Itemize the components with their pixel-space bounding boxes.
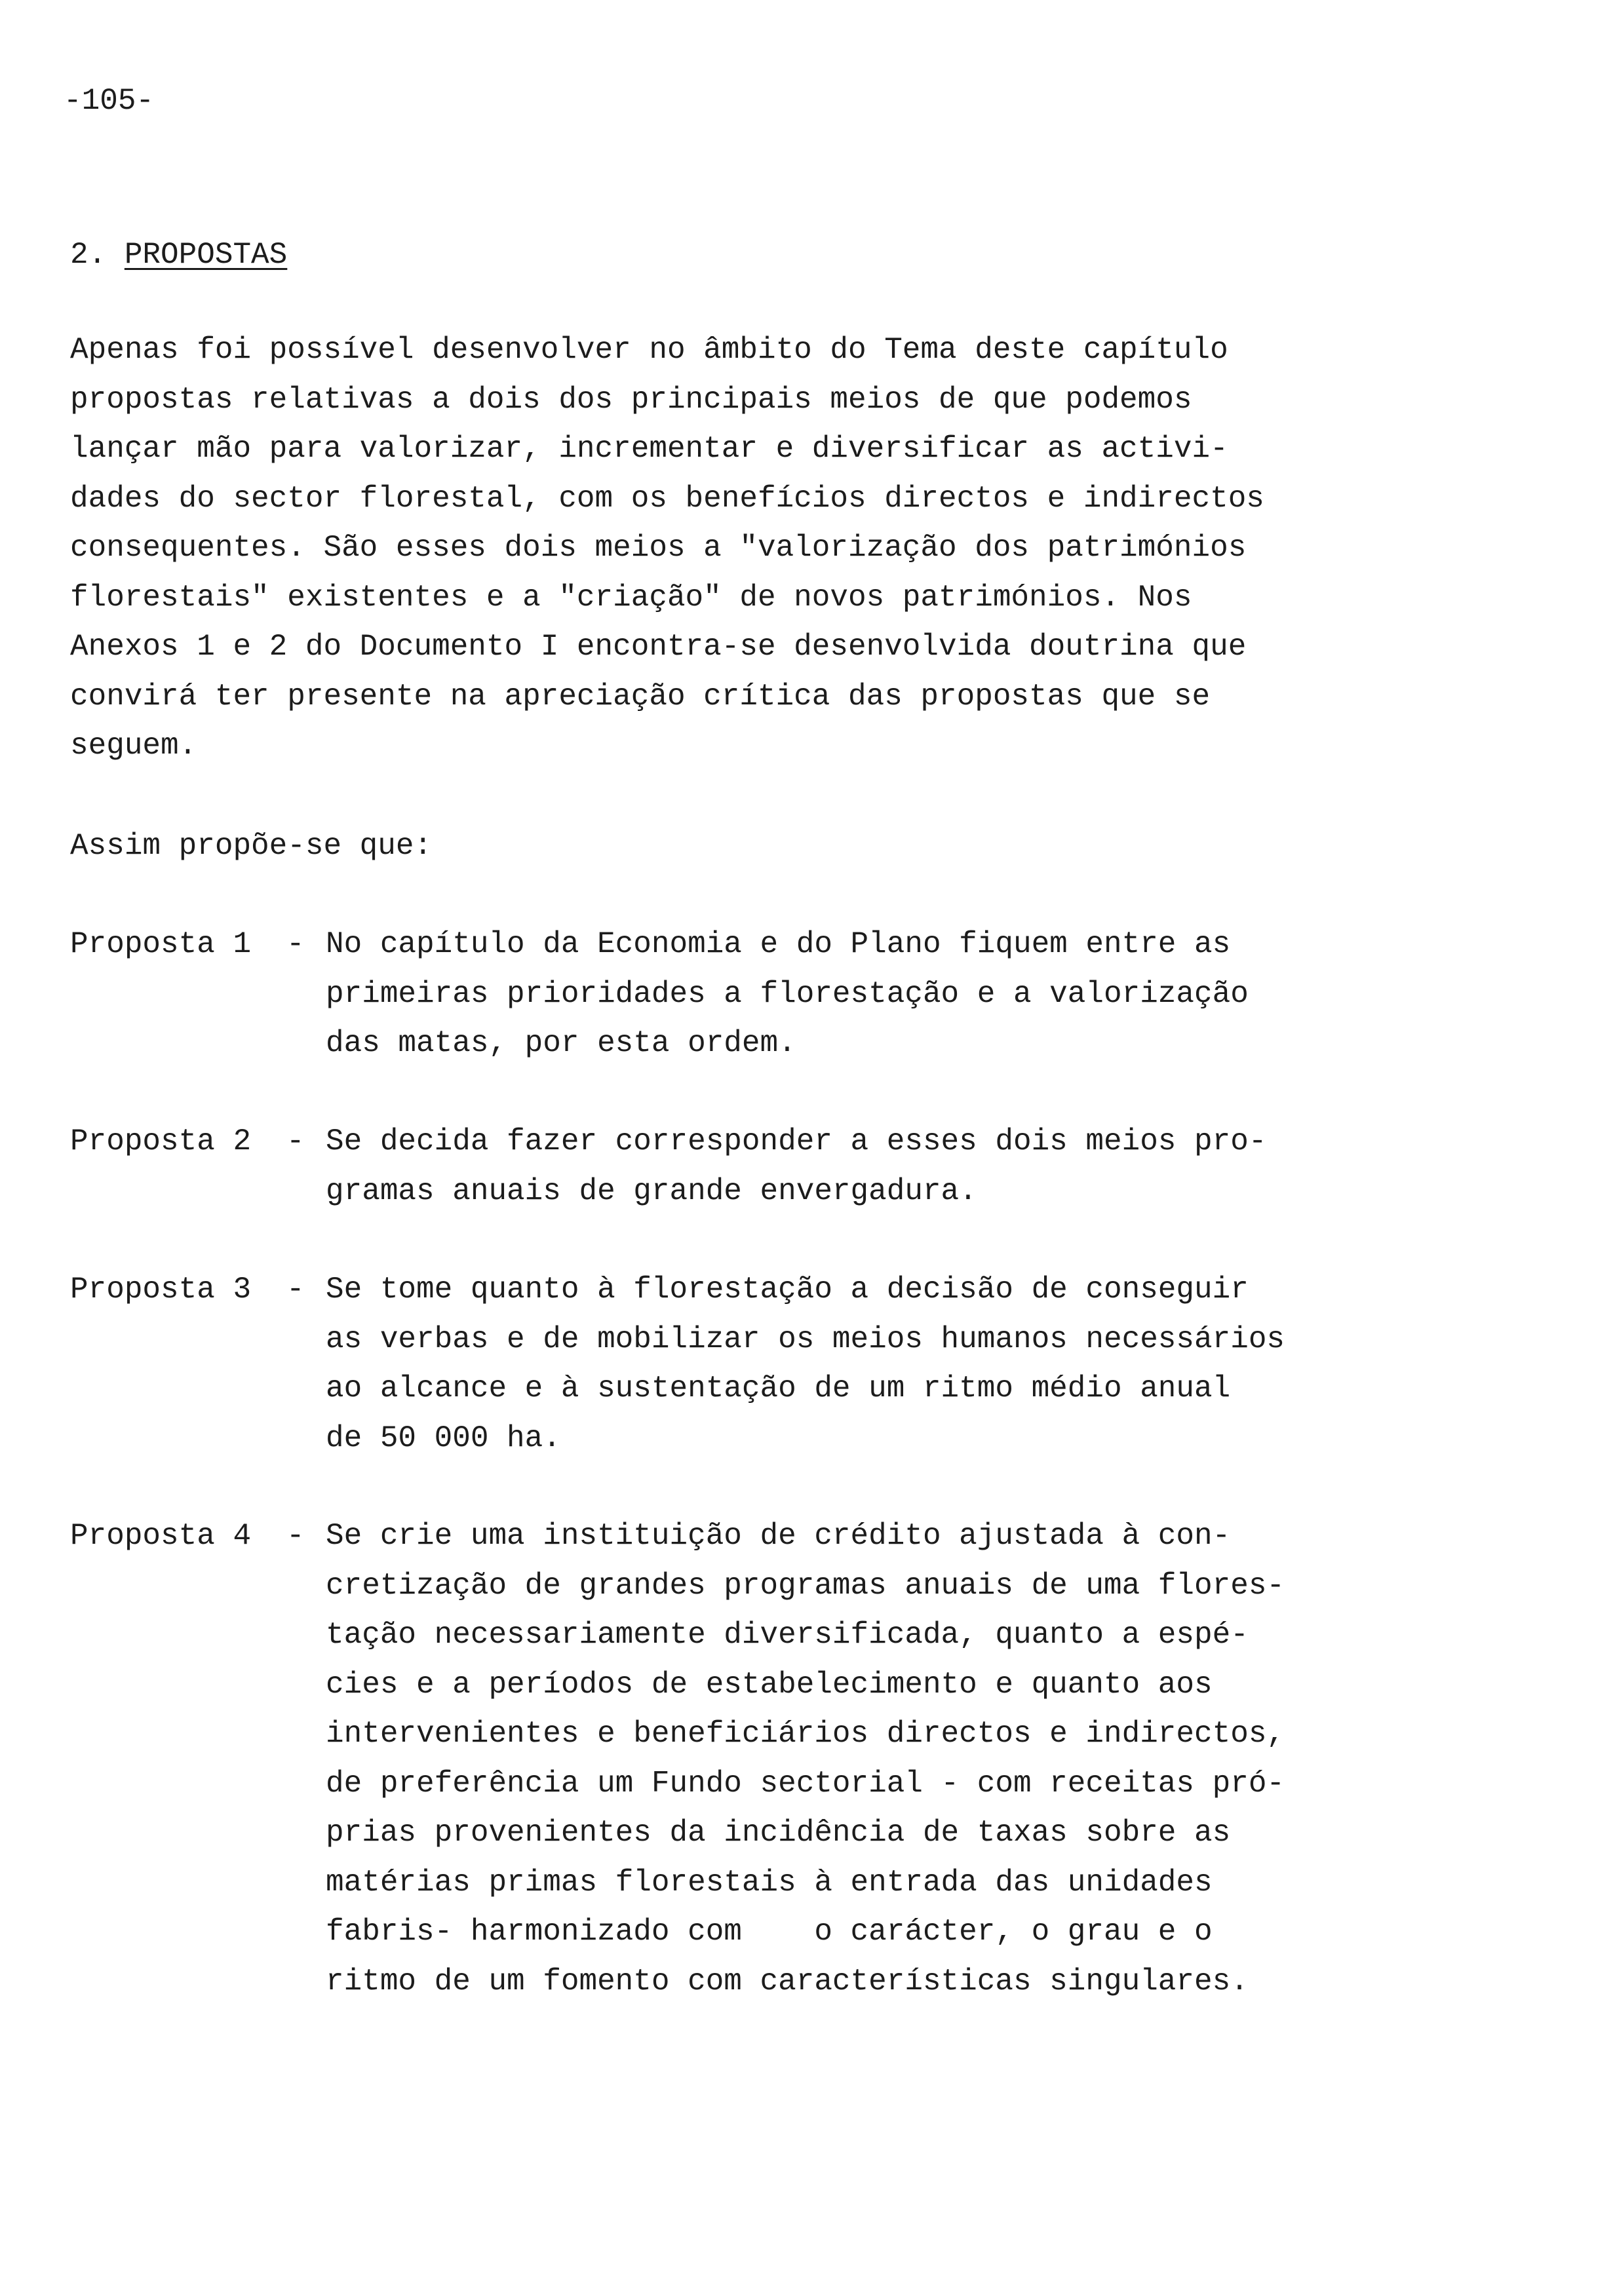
proposal-text: Se tome quanto à florestação a decisão de conseguir as verbas e de mobilizar os meios humanos necessários ao alcance e à sustentação de um ritmo médio anual de 50 000 ha. [326, 1272, 1285, 1455]
intro-paragraph: Apenas foi possível desenvolver no âmbito do Tema deste capítulo propostas relativas a dois dos principais meios de que podemos lançar mão para valorizar, incrementar e diversificar as activi- dades do sector florestal, com os benefícios directos e indirectos consequentes. São esses dois meios a "valorização dos patrimónios florestais" existentes e a "criação" de novos patrimónios. Nos Anexos 1 e 2 do Documento I encontra-se desenvolvida doutrina que convirá ter presente na apreciação crítica das propostas que se seguem. [70, 333, 1264, 763]
section-number: 2. [70, 238, 107, 272]
proposal-4 [70, 1512, 1285, 1999]
proposal-label: Proposta 3 [70, 1272, 252, 1307]
proposal-text: Se decida fazer corresponder a esses dois meios pro- gramas anuais de grande envergadura. [326, 1124, 1267, 1208]
proposal-label: Proposta 4 [70, 1519, 252, 1553]
proposal-label: Proposta 2 [70, 1124, 252, 1158]
page-number: -105- [64, 84, 155, 118]
proposal-label: Proposta 1 [70, 927, 252, 961]
proposal-1 [70, 920, 1249, 1118]
lead-in-text: Assim propõe-se que: [70, 829, 433, 863]
proposal-separator: - [286, 1124, 305, 1158]
proposal-text: Se crie uma instituição de crédito ajustada à con- cretização de grandes programas anuais de uma flores- tação necessariamente diversificada, quanto a espé- cies e a períodos de estabelecimento e quanto aos intervenientes e beneficiários directos e indirectos, de preferência um Fundo sectorial - com receitas pró- prias provenientes da incidência de taxas sobre as matérias primas florestais à entrada das unidades fabris- harmonizado com o carácter, o grau e o ritmo de um fomento com características singulares. [326, 1519, 1285, 1999]
section-title: PROPOSTAS [124, 238, 288, 272]
proposal-separator: - [286, 1519, 305, 1553]
proposal-separator: - [286, 1272, 305, 1307]
proposal-separator: - [286, 927, 305, 961]
section-heading [70, 231, 287, 280]
proposal-3 [70, 1265, 1285, 1463]
proposal-text: No capítulo da Economia e do Plano fiquem entre as primeiras prioridades a florestação e a valorização das matas, por esta ordem. [326, 927, 1249, 1060]
